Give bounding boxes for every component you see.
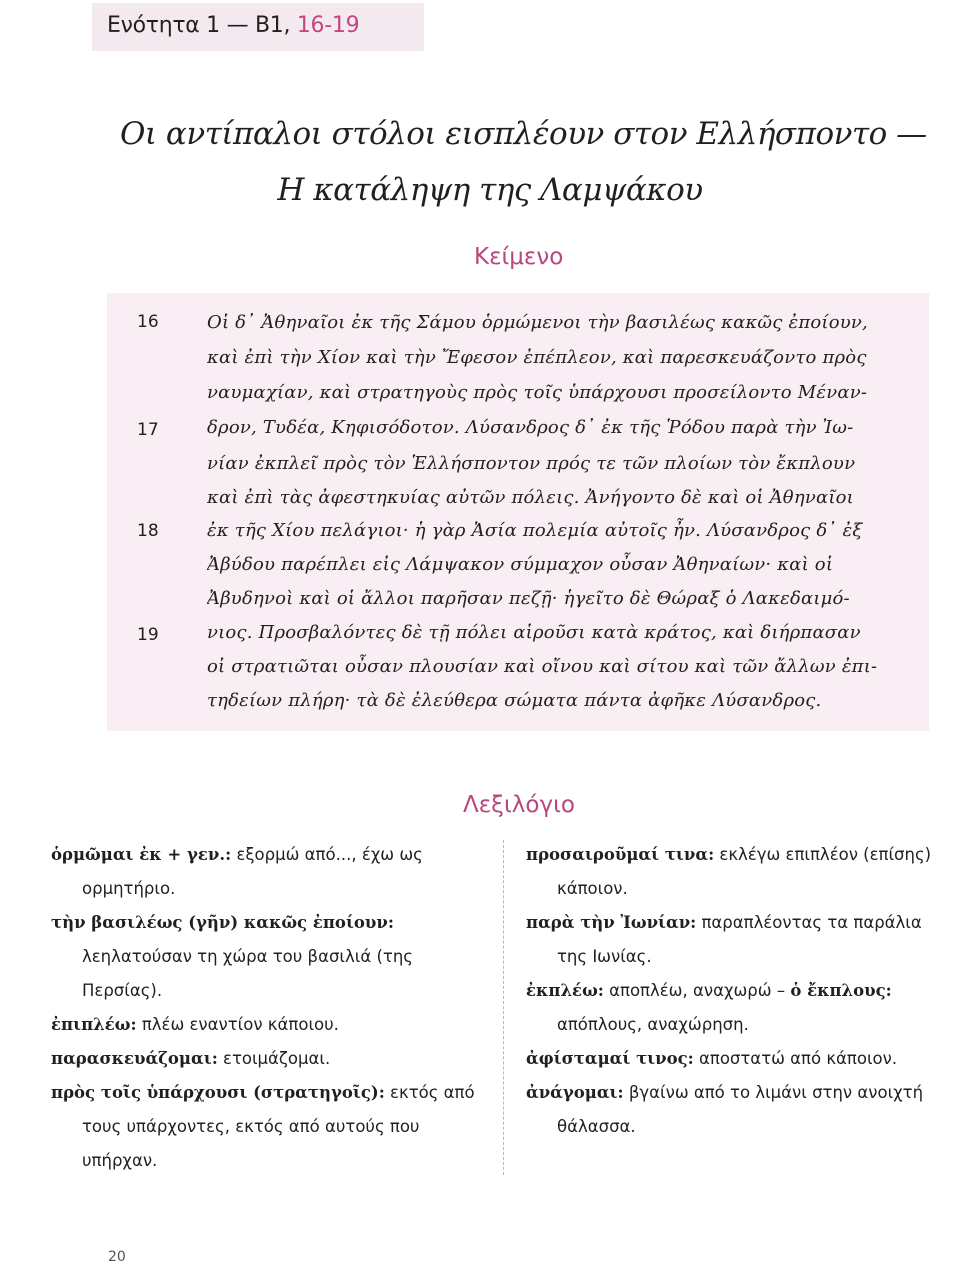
glossary-definition: εκτός από τους υπάρχοντες, εκτός από αυτούς που υπήρχαν. <box>82 1083 475 1170</box>
glossary-definition: βγαίνω από το λιμάνι στην ανοιχτή θάλασσα. <box>557 1083 924 1136</box>
line-number: 17 <box>137 420 159 440</box>
glossary-term: παρὰ τὴν Ἰωνίαν: <box>526 913 697 932</box>
text-line: Ἀβυδηνοὶ καὶ οἱ ἄλλοι παρῆσαν πεζῇ· ἡγεῖτο δὲ Θώραξ ὁ Λακεδαιμό- <box>207 588 850 609</box>
glossary-entry <box>51 838 491 906</box>
text-line: νίαν ἐκπλεῖ πρὸς τὸν Ἑλλήσποντον πρός τε τῶν πλοίων τὸν ἔκπλουν <box>207 453 856 474</box>
glossary-term: ἀνάγομαι: <box>526 1083 624 1102</box>
glossary-term: ἀφίσταμαί τινος: <box>526 1049 694 1068</box>
glossary-definition: αποστατώ από κάποιον. <box>699 1049 898 1068</box>
glossary-entry <box>526 974 946 1042</box>
page-title-line-1: Οι αντίπαλοι στόλοι εισπλέουν στον Ελλήσποντο — <box>120 116 927 152</box>
glossary-term: πρὸς τοῖς ὑπάρχουσι (στρατηγοῖς): <box>51 1083 385 1102</box>
glossary-term: τὴν βασιλέως (γῆν) κακῶς ἐποίουν: <box>51 913 394 932</box>
glossary-term: ἐκπλέω: <box>526 981 604 1000</box>
text-line: ἐκ τῆς Χίου πελάγιοι· ἡ γὰρ Ἀσία πολεμία αὐτοῖς ἦν. Λύσανδρος δ᾽ ἐξ <box>207 520 863 541</box>
glossary-entry <box>526 1042 946 1076</box>
glossary-term: ὁ ἔκπλους: <box>790 981 892 1000</box>
text-line: τηδείων πλήρη· τὰ δὲ ἐλεύθερα σώματα πάντα ἀφῆκε Λύσανδρος. <box>207 690 822 711</box>
glossary-entry <box>526 1076 946 1144</box>
column-divider <box>503 840 504 1175</box>
glossary-entry <box>526 838 946 906</box>
page-number: 20 <box>108 1249 126 1265</box>
text-line: καὶ ἐπὶ τὰς ἀφεστηκυίας αὐτῶν πόλεις. Ἀνήγοντο δὲ καὶ οἱ Ἀθηναῖοι <box>207 487 854 508</box>
glossary-definition: λεηλατούσαν τη χώρα του βασιλιά (της Περσίας). <box>82 947 413 1000</box>
glossary-left-column <box>51 838 491 1178</box>
glossary-term: ὁρμῶμαι ἐκ + γεν.: <box>51 845 232 864</box>
chapter-range: 16-19 <box>296 13 360 38</box>
glossary-entry <box>526 906 946 974</box>
text-line: δρον, Τυδέα, Κηφισόδοτον. Λύσανδρος δ᾽ ἐκ τῆς Ῥόδου παρὰ τὴν Ἰω- <box>207 417 854 438</box>
section-header <box>107 10 359 42</box>
glossary-entry <box>51 906 491 1008</box>
glossary-definition: εκλέγω επιπλέον (επίσης) κάποιον. <box>557 845 932 898</box>
text-line: οἱ στρατιῶται οὖσαν πλουσίαν καὶ οἴνου καὶ σίτου καὶ τῶν ἄλλων ἐπι- <box>207 656 878 677</box>
glossary-term: προσαιροῦμαί τινα: <box>526 845 715 864</box>
glossary-definition: ετοιμάζομαι. <box>223 1049 331 1068</box>
glossary-definition: απόπλους, αναχώρηση. <box>557 1015 749 1034</box>
line-number: 16 <box>137 312 159 332</box>
glossary-definition: εξορμώ από..., έχω ως ορμητήριο. <box>82 845 423 898</box>
glossary-definition: αποπλέω, αναχωρώ – <box>609 981 786 1000</box>
text-line: νιος. Προσβαλόντες δὲ τῇ πόλει αἱροῦσι κατὰ κράτος, καὶ διήρπασαν <box>207 622 861 643</box>
glossary-term: ἐπιπλέω: <box>51 1015 137 1034</box>
glossary-term: παρασκευάζομαι: <box>51 1049 218 1068</box>
glossary-definition: πλέω εναντίον κάποιου. <box>141 1015 339 1034</box>
line-number: 18 <box>137 521 159 541</box>
text-line: Οἱ δ᾽ Ἀθηναῖοι ἐκ τῆς Σάμου ὁρμώμενοι τὴν βασιλέως κακῶς ἐποίουν, <box>207 312 868 333</box>
text-line: ναυμαχίαν, καὶ στρατηγοὺς πρὸς τοῖς ὑπάρχουσι προσείλοντο Μέναν- <box>207 382 868 403</box>
glossary-entry <box>51 1008 491 1042</box>
text-line: καὶ ἐπὶ τὴν Χίον καὶ τὴν Ἔφεσον ἐπέπλεον, καὶ παρεσκευάζοντο πρὸς <box>207 347 867 368</box>
unit-label: Ενότητα 1 — Β1, <box>107 13 291 38</box>
text-section-heading: Κείμενο <box>474 244 564 270</box>
glossary-heading: Λεξιλόγιο <box>463 792 575 818</box>
glossary-entry <box>51 1042 491 1076</box>
glossary-right-column <box>526 838 946 1144</box>
text-line: Ἀβύδου παρέπλει εἰς Λάμψακον σύμμαχον οὖσαν Ἀθηναίων· καὶ οἱ <box>207 554 834 575</box>
glossary-entry <box>51 1076 491 1178</box>
line-number: 19 <box>137 625 159 645</box>
page-title-line-2: Η κατάληψη της Λαμψάκου <box>277 172 703 208</box>
glossary-definition: παραπλέοντας τα παράλια της Ιωνίας. <box>557 913 922 966</box>
